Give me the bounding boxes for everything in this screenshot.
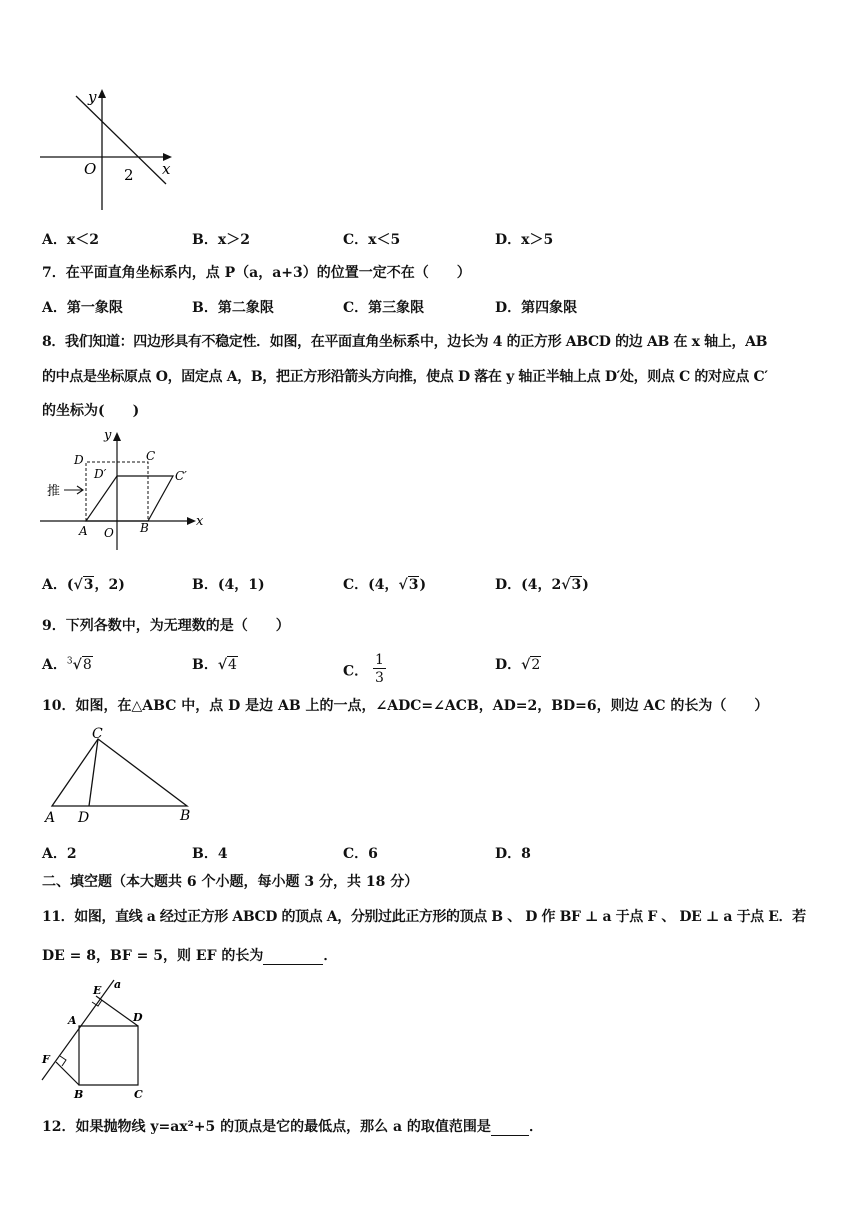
q8-x-arrow [187, 517, 196, 525]
q6-option-d[interactable]: D．x＞5 [495, 232, 554, 248]
q11-label-c: C [134, 1088, 143, 1101]
q7-option-a[interactable]: A．第一象限 [42, 300, 123, 316]
q6-y-arrow [98, 89, 106, 98]
q8-stem-line3: 的坐标为( ) [42, 403, 140, 419]
sqrt-symbol: √3 [73, 577, 94, 593]
q10-option-d[interactable]: D．8 [495, 846, 531, 862]
q11-label-b: B [74, 1088, 84, 1101]
q7-stem: 7．在平面直角坐标系内，点 P（a，a+3）的位置一定不在（ ） [42, 265, 471, 281]
q11-label-a: A [68, 1014, 77, 1027]
q8-option-d[interactable]: D．(4，2√3) [495, 577, 589, 593]
q10-stem: 10．如图，在△ABC 中，点 D 是边 AB 上的一点，∠ADC=∠ACB，AD=2，BD=6，则边 AC 的长为（ ） [42, 698, 769, 714]
q11-segment-bf [56, 1062, 79, 1085]
q8-label-b: B [140, 521, 149, 535]
q10-option-b[interactable]: B．4 [192, 846, 228, 862]
q6-y-label: y [88, 88, 97, 106]
answer-blank[interactable] [263, 948, 323, 965]
q10-option-c[interactable]: C．6 [343, 846, 378, 862]
q8-option-c[interactable]: C．(4，√3) [343, 577, 427, 593]
q6-option-b[interactable]: B．x＞2 [192, 232, 250, 248]
section-heading: 二、填空题（本大题共 6 个小题，每小题 3 分，共 18 分） [42, 874, 419, 890]
q8-option-b[interactable]: B．(4，1) [192, 577, 265, 593]
answer-blank[interactable] [491, 1119, 529, 1136]
q11-label-d: D [133, 1011, 143, 1024]
q10-figure [40, 724, 200, 826]
q8-parallelogram [86, 476, 173, 521]
q8-label-push: 推 [47, 484, 61, 499]
q9-option-b[interactable]: B．√4 [192, 657, 237, 673]
q11-figure [38, 974, 158, 1104]
q9-stem: 9．下列各数中，为无理数的是（ ） [42, 618, 290, 634]
q8-y-arrow [113, 432, 121, 441]
q6-tick-label: 2 [124, 166, 134, 184]
q8-label-d: D [74, 453, 84, 467]
q11-label-a-line: a [114, 978, 122, 991]
q11-label-e: E [93, 984, 102, 997]
q11-right-angle-f [60, 1056, 66, 1066]
q8-y-label: y [104, 428, 112, 443]
q8-label-dprime: D′ [94, 467, 107, 481]
q11-stem-line2: DE = 8，BF = 5，则 EF 的长为 ． [42, 948, 338, 964]
q8-stem-line1: 8．我们知道：四边形具有不稳定性．如图，在平面直角坐标系中，边长为 4 的正方形 ABCD 的边 AB 在 x 轴上，AB [42, 334, 768, 350]
q7-option-b[interactable]: B．第二象限 [192, 300, 274, 316]
sqrt-symbol: √3 [561, 577, 582, 593]
q8-option-a[interactable]: A．(√3，2) [42, 577, 125, 593]
q9-option-c[interactable]: C． $\frac{1}{3}$ [343, 652, 384, 686]
q8-label-a: A [79, 524, 88, 538]
q10-label-d: D [78, 810, 90, 826]
q12-stem: 12．如果抛物线 y=ax²+5 的顶点是它的最低点，那么 a 的取值范围是 ． [42, 1119, 543, 1135]
fraction: $\frac{1}{3}$ [375, 652, 384, 686]
q6-x-label: x [162, 160, 171, 178]
q11-stem-line1: 11．如图，直线 a 经过正方形 ABCD 的顶点 A，分别过此正方形的顶点 B 、 D 作 BF ⊥ a 于点 F 、 DE ⊥ a 于点 E．若 [42, 909, 806, 925]
q11-square [79, 1026, 138, 1085]
q7-option-d[interactable]: D．第四象限 [495, 300, 578, 316]
q10-triangle [52, 739, 187, 806]
q10-label-a: A [45, 810, 56, 826]
q8-label-cprime: C′ [175, 469, 187, 483]
q7-option-c[interactable]: C．第三象限 [343, 300, 425, 316]
q11-line-a [42, 980, 114, 1080]
q10-option-a[interactable]: A．2 [42, 846, 77, 862]
q6-option-c[interactable]: C．x＜5 [343, 232, 401, 248]
q8-label-c: C [146, 449, 156, 463]
q8-figure [38, 424, 210, 554]
q6-origin-label: O [84, 160, 97, 178]
q6-figure [38, 86, 188, 212]
sqrt-symbol: √3 [398, 577, 419, 593]
q8-label-o: O [104, 526, 114, 540]
q9-option-d[interactable]: D．√2 [495, 657, 541, 673]
q6-option-a[interactable]: A．x＜2 [42, 232, 99, 248]
q8-x-label: x [196, 514, 204, 529]
q10-label-c: C [92, 726, 103, 742]
q9-option-a[interactable]: A．$^3$√8 [42, 656, 92, 673]
q11-label-f: F [42, 1053, 50, 1066]
q11-segment-de [96, 996, 138, 1026]
q10-label-b: B [180, 808, 191, 824]
q8-stem-line2: 的中点是坐标原点 O，固定点 A，B，把正方形沿箭头方向推，使点 D 落在 y 轴正半轴上点 D′处，则点 C 的对应点 C′ [42, 369, 768, 385]
